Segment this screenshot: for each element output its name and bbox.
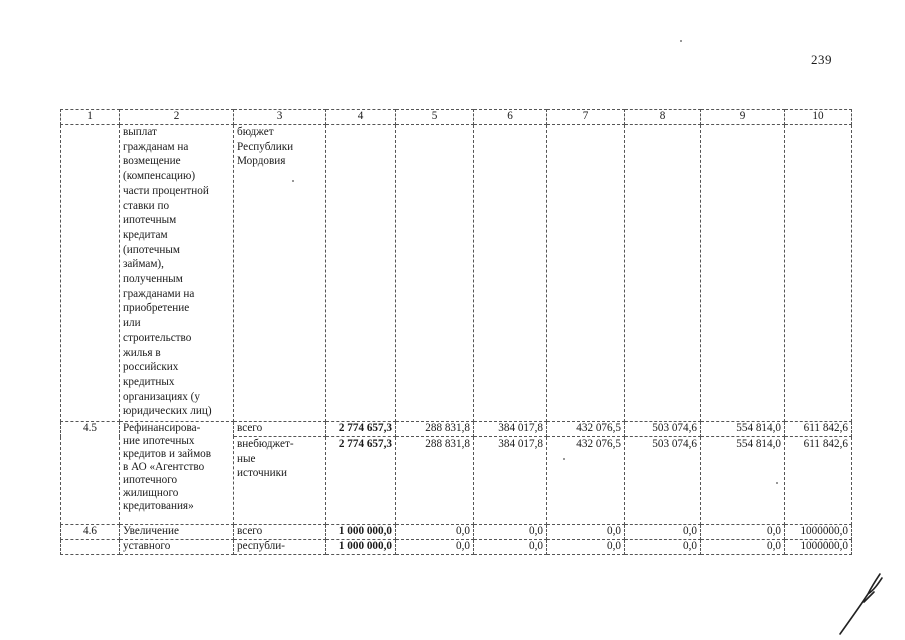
header-cell: 2 [120,110,234,125]
value-cell: 554 814,0 [701,437,785,525]
funding-source: бюджет Республики Мордовия [234,125,326,422]
value-cell: 288 831,8 [396,437,474,525]
value-cell: 0,0 [474,540,547,555]
header-cell: 3 [234,110,326,125]
value-cell: 1000000,0 [785,540,852,555]
funding-source: всего [234,525,326,540]
value-cell: 0,0 [474,525,547,540]
value-cell: 432 076,5 [547,437,625,525]
total-value-cell: 1 000 000,0 [326,540,396,555]
total-value-cell: 1 000 000,0 [326,525,396,540]
value-cell [396,125,474,422]
total-value-cell: 2 774 657,3 [326,437,396,525]
value-cell: 384 017,8 [474,422,547,437]
header-cell: 4 [326,110,396,125]
funding-source: республи- [234,540,326,555]
item-number [61,540,120,555]
funding-source: всего [234,422,326,437]
value-cell: 0,0 [547,540,625,555]
header-cell: 9 [701,110,785,125]
scan-speck [292,180,294,182]
value-cell: 554 814,0 [701,422,785,437]
value-cell [474,125,547,422]
value-cell: 0,0 [701,525,785,540]
value-cell: 0,0 [547,525,625,540]
item-name: Увеличение [120,525,234,540]
scan-speck [680,40,682,42]
value-cell: 288 831,8 [396,422,474,437]
item-number: 4.5 [61,422,120,525]
header-cell: 10 [785,110,852,125]
value-cell: 0,0 [396,525,474,540]
value-cell [547,125,625,422]
value-cell: 1000000,0 [785,525,852,540]
table-row [61,125,852,422]
value-cell: 611 842,6 [785,422,852,437]
value-cell: 503 074,6 [625,422,701,437]
header-cell: 8 [625,110,701,125]
header-cell: 6 [474,110,547,125]
value-cell [625,125,701,422]
item-name: Рефинансирова- ние ипотечных кредитов и займов в АО «Агентство ипотечного жилищного кредитования» [120,422,234,525]
item-number [61,125,120,422]
value-cell: 611 842,6 [785,437,852,525]
value-cell: 432 076,5 [547,422,625,437]
table-row [61,525,852,540]
header-cell: 1 [61,110,120,125]
budget-table [60,109,852,555]
scan-speck [776,482,778,484]
value-cell [326,125,396,422]
item-number: 4.6 [61,525,120,540]
value-cell: 0,0 [625,540,701,555]
value-cell: 384 017,8 [474,437,547,525]
value-cell: 0,0 [396,540,474,555]
total-value-cell: 2 774 657,3 [326,422,396,437]
page-number: 239 [811,52,832,67]
funding-source: внебюджет- ные источники [234,437,326,525]
table-row [61,540,852,555]
value-cell: 503 074,6 [625,437,701,525]
table-row [61,422,852,437]
value-cell [785,125,852,422]
value-cell: 0,0 [625,525,701,540]
header-cell: 5 [396,110,474,125]
item-name: уставного [120,540,234,555]
item-name: выплат гражданам на возмещение (компенсацию) части процентной ставки по ипотечным кредитам (ипотечным займам), полученным гражданами на приобретение или строительство жилья в российских кредитных организациях (у юридических лиц) [120,125,234,422]
header-row [61,110,852,125]
header-cell: 7 [547,110,625,125]
value-cell: 0,0 [701,540,785,555]
value-cell [701,125,785,422]
signature-mark [838,568,888,638]
scan-speck [563,458,565,460]
